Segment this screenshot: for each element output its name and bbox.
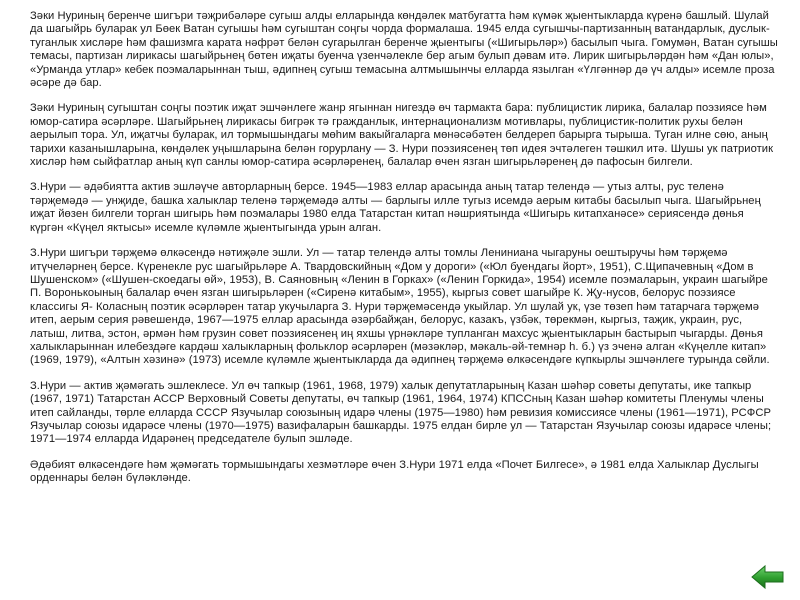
document-body — [30, 10, 778, 498]
paragraph-postwar-poetry: Зәки Нуриның сугыштан соңгы поэтик иҗат эшчәнлеге жанр ягыннан нигездә өч тармакта бара: публицистик лирика, балалар поэзиясе һәм юмор-сатира әсәрләре. Шагыйрьнең лирикасы бигрәк тә гражданлык, интернационализм мотивлары, публицистик-политик рухы белән аерылып тора. Ул, иҗатчы буларак, ил тормышындагы мөһим вакыйгаларга мөнәсәбәтен белдереп барырга тырыша. Туган илне сөю, аның тарихи казанышларына, көндәлек уңышларына белән горурлану — З. Нури поэзиясенең төп идея эчтәлеген тәшкил итә. Шушы ук патриотик хисләр һәм сыйфатлар аның күп санлы юмор-сатира әсәрләренең, балалар өчен язган шигырьләренең дә пафосын билгели. — [30, 102, 774, 169]
paragraph-awards: Әдәбият өлкәсендәге һәм җәмәгать тормышындагы хезмәтләре өчен З.Нури 1971 елда «Почет Билгесе», ә 1981 елда Халыклар Дуслыгы орденнары белән бүләкләнде. — [30, 458, 759, 485]
back-button[interactable] — [750, 564, 786, 590]
paragraph-publications: З.Нури — әдәбиятта актив эшләүче авторларның берсе. 1945—1983 еллар арасында аның татар телендә — утыз алты, рус теленә тәрҗемәдә — унҗиде, башка халыклар теленә тәрҗемәдә алты — барлыгы илле тугыз исемдә аерым китабы басылып чыга. Шагыйрьнең иҗат йөзен билгели торган шигырь һәм поэмалары 1980 елда Татарстан китап нәшриятында «Шигырь китапханәсе» сериясендә дөнья күргән «Күңел яктысы» исемле күләмле җыентыгында урын алган. — [30, 181, 761, 234]
paragraph-translations: З.Нури шигъри тәрҗемә өлкәсендә нәтиҗәле эшли. Ул — татар телендә алты томлы Лениниана чыгаруны оештыручы һәм тәрҗемә итүчеләрнең берсе. Күренекле рус шагыйрьләре А. Твардовскийның «Дом у дороги» («Юл буендагы йорт», 1951), С.Щипачевның «Дом в Шушенском» («Шушен-скоедагы өй», 1953), В. Саяновның «Ленин в Горках» («Ленин Горкида», 1954) исемле поэмаларын, украин шагыйре П. Воронькоының балалар өчен язган шигырьләрен («Сиренә китабым», 1955), кыргыз совет шагыйре К. Җу-нусов, белорус поэзиясе классигы Я- Коласның поэтик әсәрләрен татар укучыларга З. Нури тәрҗемәсендә укыйлар. Ул шулай ук, үзе төзеп һәм татарчага тәрҗемә итеп, аерым серия рәвешендә, 1967—1975 еллар арасында әзәрбайҗан, белорус, казакъ, үзбәк, төрекмән, кыргыз, таҗик, украин, рус, латыш, литва, эстон, әрмән һәм грузин совет поэзиясенең иң яхшы үрнәкләре тупланган махсус җыентыкларын бастырып чыгарды. Дөнья халыкларыннан илебездәге кардәш халыкларның фольклор әсәрләрен (мәзәкләр, мәкаль-әй-темнәр һ. б.) үз эченә алган «Күңелле китап» (1969, 1979), «Алтын хәзинә» (1973) исемле күләмле җыентыкларда да әдипнең тәрҗемә өлкәсендәге күпкырлы эшчәнлеге турында сөйли. — [30, 247, 770, 367]
paragraph-public-activity: З.Нури — актив җәмәгать эшлеклесе. Ул өч тапкыр (1961, 1968, 1979) халык депутатларының Казан шәһәр советы депутаты, ике тапкыр (1967, 1971) Татарстан АССР Верховный Советы депутаты, өч тапкыр (1961, 1964, 1974) КПССның Казан шәһәр комитеты Пленумы члены итеп сайланды, төрле елларда СССР Язучылар союзының идарә члены (1975—1980) һәм ревизия комиссиясе члены (1961—1971), РСФСР Язучылар союзы идарәсе члены (1970—1975) вазифаларын башкарды. 1975 елдан бирле ул — Татарстан Язучылар союзы идарәсе члены; 1971—1974 елларда Идарәнең председателе булып эшләде. — [30, 379, 772, 446]
paragraph-early-works: Зәки Нуриның беренче шигъри тәҗрибәләре сугыш алды елларында көндәлек матбугатта һәм күмәк җыентыкларда күренә башлый. Шулай да шагыйрь буларак ул Бөек Ватан сугышы һәм сугыштан соңгы чорда формалаша. 1945 елда сугышчы-партизанның ватандарлык, дуслык-туганлык хисләре һәм фашизмга карата нәфрәт белән сугарылган беренче җыентыгы («Шигырьләр») басылып чыга. Гомумән, Ватан сугышы темасы, партизан лирикасы шагыйрьнең бөтен иҗаты буенча үзенчәлекле бер агым булып дәвам итә. Лирик шигырьләрдән һәм «Дан юлы», «Урманда утлар» кебек поэмаларыннан тыш, әдипнең сугыш темасына алтмышынчы елларда язылган «Үлгәннәр дә үч алды» исемле проза әсәре дә бар. — [30, 10, 778, 90]
green-left-arrow-icon — [750, 564, 786, 590]
